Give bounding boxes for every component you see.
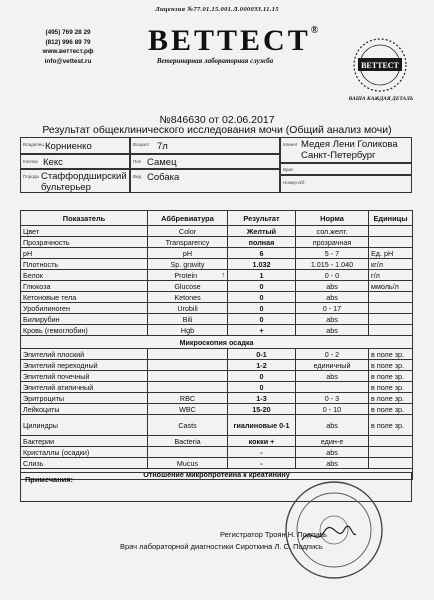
cell-abbreviation: Urobili bbox=[148, 303, 228, 314]
cell-parameter: Лейкоциты bbox=[21, 404, 148, 415]
col-header-parameter: Показатель bbox=[21, 211, 148, 226]
cell-result: 0 bbox=[228, 292, 296, 303]
cell-result: + bbox=[228, 325, 296, 336]
client-value: Медея Лени Голикова Санкт-Петербург bbox=[301, 139, 398, 161]
cell-parameter: Уробилиноген bbox=[21, 303, 148, 314]
cell-norm: abs bbox=[296, 447, 369, 458]
cell-result: 0 bbox=[228, 371, 296, 382]
cell-units: в поле зр. bbox=[369, 360, 413, 371]
table-row bbox=[21, 281, 413, 292]
cell-parameter: Эпителий плоский bbox=[21, 349, 148, 360]
cell-norm: 0 - 3 bbox=[296, 393, 369, 404]
table-row bbox=[21, 382, 413, 393]
cell-units bbox=[369, 447, 413, 458]
cell-parameter: Слизь bbox=[21, 458, 148, 469]
cell-norm: 0 - 2 bbox=[296, 349, 369, 360]
cell-units: Ед. pH bbox=[369, 248, 413, 259]
cell-norm: abs bbox=[296, 371, 369, 382]
cell-abbreviation: Hgb bbox=[148, 325, 228, 336]
cell-abbreviation-text: Protein bbox=[174, 270, 198, 280]
cell-abbreviation bbox=[148, 360, 228, 371]
age-cell bbox=[130, 137, 280, 154]
cell-result: 1 bbox=[228, 270, 296, 281]
table-row bbox=[21, 447, 413, 458]
doctor-line: Врач лабораторной диагностики Сироткина Л. С. Подпись bbox=[120, 542, 323, 551]
card-cell bbox=[280, 175, 412, 193]
cell-abbreviation bbox=[148, 270, 228, 281]
cell-units bbox=[369, 458, 413, 469]
cell-result: 1-2 bbox=[228, 360, 296, 371]
table-row bbox=[21, 360, 413, 371]
cell-units bbox=[369, 325, 413, 336]
table-row bbox=[21, 458, 413, 469]
cell-abbreviation: Casts bbox=[148, 415, 228, 436]
cell-result: Желтый bbox=[228, 226, 296, 237]
cell-units: в поле зр. bbox=[369, 415, 413, 436]
cell-norm: abs bbox=[296, 415, 369, 436]
cell-norm: abs bbox=[296, 281, 369, 292]
table-row bbox=[21, 415, 413, 436]
cell-parameter: Цилиндры bbox=[21, 415, 148, 436]
table-row bbox=[21, 371, 413, 382]
seal-text: ВЕТТЕСТ bbox=[361, 61, 399, 70]
cell-units: в поле зр. bbox=[369, 393, 413, 404]
section-ratio: Отношение микропротеина к креатинину bbox=[21, 469, 413, 480]
cell-abbreviation: RBC bbox=[148, 393, 228, 404]
table-row bbox=[21, 404, 413, 415]
up-arrow-icon: ↑ bbox=[221, 271, 225, 279]
age-label: Возраст bbox=[133, 142, 150, 147]
cell-abbreviation: pH bbox=[148, 248, 228, 259]
cell-units bbox=[369, 292, 413, 303]
cell-parameter: Билирубин bbox=[21, 314, 148, 325]
cell-units: в поле зр. bbox=[369, 349, 413, 360]
cell-result: 1-3 bbox=[228, 393, 296, 404]
table-row bbox=[21, 292, 413, 303]
cell-parameter: Глюкоза bbox=[21, 281, 148, 292]
cell-parameter: Плотность bbox=[21, 259, 148, 270]
cell-units: в поле зр. bbox=[369, 382, 413, 393]
cell-norm: един-е bbox=[296, 436, 369, 447]
table-header-row bbox=[21, 211, 413, 226]
doctor-label: Врач bbox=[283, 167, 294, 172]
registered-mark: ® bbox=[310, 25, 322, 36]
breed-value: Стаффордширский бультерьер bbox=[41, 171, 127, 193]
notes-label: Примечания: bbox=[25, 475, 73, 484]
col-header-abbreviation: Аббревиатура bbox=[148, 211, 228, 226]
table-row bbox=[21, 303, 413, 314]
cell-result: 6 bbox=[228, 248, 296, 259]
cell-norm: прозрачная bbox=[296, 237, 369, 248]
cell-abbreviation: Mucus bbox=[148, 458, 228, 469]
cell-units: кг/л bbox=[369, 259, 413, 270]
table-row bbox=[21, 393, 413, 404]
cell-units bbox=[369, 314, 413, 325]
cell-abbreviation: Transparency bbox=[148, 237, 228, 248]
cell-parameter: Бактерии bbox=[21, 436, 148, 447]
name-label: Кличка bbox=[23, 159, 38, 164]
table-row bbox=[21, 259, 413, 270]
cell-norm: abs bbox=[296, 292, 369, 303]
client-label: Клиент bbox=[283, 142, 298, 147]
results-table bbox=[20, 210, 413, 480]
name-value: Кекс bbox=[43, 157, 63, 168]
license-text: Лицензия №77.01.15.001.Л.000033.11.15 bbox=[155, 6, 279, 13]
cell-result: 0 bbox=[228, 314, 296, 325]
owner-label: Владелец bbox=[23, 142, 44, 147]
cell-units bbox=[369, 237, 413, 248]
col-header-units: Единицы bbox=[369, 211, 413, 226]
cell-abbreviation: Color bbox=[148, 226, 228, 237]
cell-result: 1.032 bbox=[228, 259, 296, 270]
website: www.веттест.рф bbox=[42, 48, 94, 55]
cell-parameter: Эпителий атипичный bbox=[21, 382, 148, 393]
table-row bbox=[21, 237, 413, 248]
document-title: Результат общеклинического исследования мочи (Общий анализ мочи) bbox=[42, 124, 392, 136]
species-value: Собака bbox=[147, 172, 180, 183]
cell-units bbox=[369, 226, 413, 237]
table-row bbox=[21, 349, 413, 360]
cell-parameter: Эпителий переходный bbox=[21, 360, 148, 371]
species-cell bbox=[130, 169, 280, 193]
owner-cell bbox=[20, 137, 130, 154]
cell-parameter: Цвет bbox=[21, 226, 148, 237]
cell-norm: abs bbox=[296, 325, 369, 336]
table-row bbox=[21, 248, 413, 259]
table-row bbox=[21, 314, 413, 325]
cell-units: г/л bbox=[369, 270, 413, 281]
cell-result: 0 bbox=[228, 303, 296, 314]
cell-abbreviation bbox=[148, 371, 228, 382]
email: info@vettest.ru bbox=[44, 57, 92, 65]
cell-parameter: Белок bbox=[21, 270, 148, 281]
tagline: Ветеринарная лабораторная служба bbox=[156, 57, 274, 65]
table-row bbox=[21, 270, 413, 281]
table-row bbox=[21, 436, 413, 447]
cell-units: в поле зр. bbox=[369, 371, 413, 382]
contacts-block bbox=[28, 28, 108, 66]
cell-norm: 0 - 0 bbox=[296, 270, 369, 281]
slogan: ВАША КАЖДАЯ ДЕТАЛЬ bbox=[348, 96, 414, 102]
cell-parameter: Прозрачность bbox=[21, 237, 148, 248]
cell-parameter: pH bbox=[21, 248, 148, 259]
cell-norm: 5 - 7 bbox=[296, 248, 369, 259]
cell-result: 0-1 bbox=[228, 349, 296, 360]
breed-cell bbox=[20, 169, 130, 193]
cell-parameter: Кристаллы (осадки) bbox=[21, 447, 148, 458]
doctor-cell bbox=[280, 163, 412, 175]
cell-abbreviation: Bacteria bbox=[148, 436, 228, 447]
cell-result: - bbox=[228, 458, 296, 469]
sex-value: Самец bbox=[147, 157, 177, 168]
cell-abbreviation bbox=[148, 447, 228, 458]
cell-abbreviation bbox=[148, 382, 228, 393]
cell-norm: 1.015 - 1.040 bbox=[296, 259, 369, 270]
document-number: №846630 от 02.06.2017 bbox=[159, 114, 275, 126]
cell-result: 0 bbox=[228, 281, 296, 292]
cell-abbreviation: Bili bbox=[148, 314, 228, 325]
phone-1: (495) 769 28 29 bbox=[45, 29, 91, 36]
cell-result: гиалиновые 0-1 bbox=[228, 415, 296, 436]
phone-2: (812) 996 89 79 bbox=[45, 38, 91, 46]
cell-units: в поле зр. bbox=[369, 404, 413, 415]
breed-label: Порода bbox=[23, 174, 39, 179]
owner-value: Корниенко bbox=[45, 141, 92, 152]
cell-result: - bbox=[228, 447, 296, 458]
cell-norm: сол.желт. bbox=[296, 226, 369, 237]
sex-label: Пол bbox=[133, 159, 142, 164]
cell-abbreviation: Ketones bbox=[148, 292, 228, 303]
cell-result: кокки + bbox=[228, 436, 296, 447]
cell-abbreviation bbox=[148, 349, 228, 360]
cell-parameter: Кетоновые тела bbox=[21, 292, 148, 303]
cell-result: полная bbox=[228, 237, 296, 248]
section-microscopy: Микроскопия осадка bbox=[21, 336, 413, 349]
cell-norm: 0 - 17 bbox=[296, 303, 369, 314]
cell-abbreviation: Glucose bbox=[148, 281, 228, 292]
logo-text: ВЕТТЕСТ bbox=[148, 24, 311, 57]
table-row bbox=[21, 325, 413, 336]
registrar-line: Регистратор Троян Н. Подпись bbox=[220, 530, 327, 539]
cell-result: 15-20 bbox=[228, 404, 296, 415]
cell-parameter: Эритроциты bbox=[21, 393, 148, 404]
section-row bbox=[21, 336, 413, 349]
cell-parameter: Эпителий почечный bbox=[21, 371, 148, 382]
col-header-norm: Норма bbox=[296, 211, 369, 226]
patient-header bbox=[20, 137, 412, 197]
cell-units bbox=[369, 436, 413, 447]
sex-cell bbox=[130, 154, 280, 169]
cell-abbreviation: Sp. gravity bbox=[148, 259, 228, 270]
cell-units: ммоль/л bbox=[369, 281, 413, 292]
cell-norm: 0 - 10 bbox=[296, 404, 369, 415]
col-header-result: Результат bbox=[228, 211, 296, 226]
client-cell bbox=[280, 137, 412, 163]
cell-units bbox=[369, 303, 413, 314]
logo bbox=[148, 22, 322, 57]
card-label: Номер и/б bbox=[283, 180, 305, 185]
age-value: 7л bbox=[157, 141, 168, 152]
cell-result: 0 bbox=[228, 382, 296, 393]
cell-norm: единичный bbox=[296, 360, 369, 371]
cell-parameter: Кровь (гемоглобин) bbox=[21, 325, 148, 336]
name-cell bbox=[20, 154, 130, 169]
cell-norm: abs bbox=[296, 314, 369, 325]
cell-norm bbox=[296, 382, 369, 393]
species-label: Вид bbox=[133, 174, 142, 179]
table-row bbox=[21, 226, 413, 237]
cell-norm: abs bbox=[296, 458, 369, 469]
cell-abbreviation: WBC bbox=[148, 404, 228, 415]
